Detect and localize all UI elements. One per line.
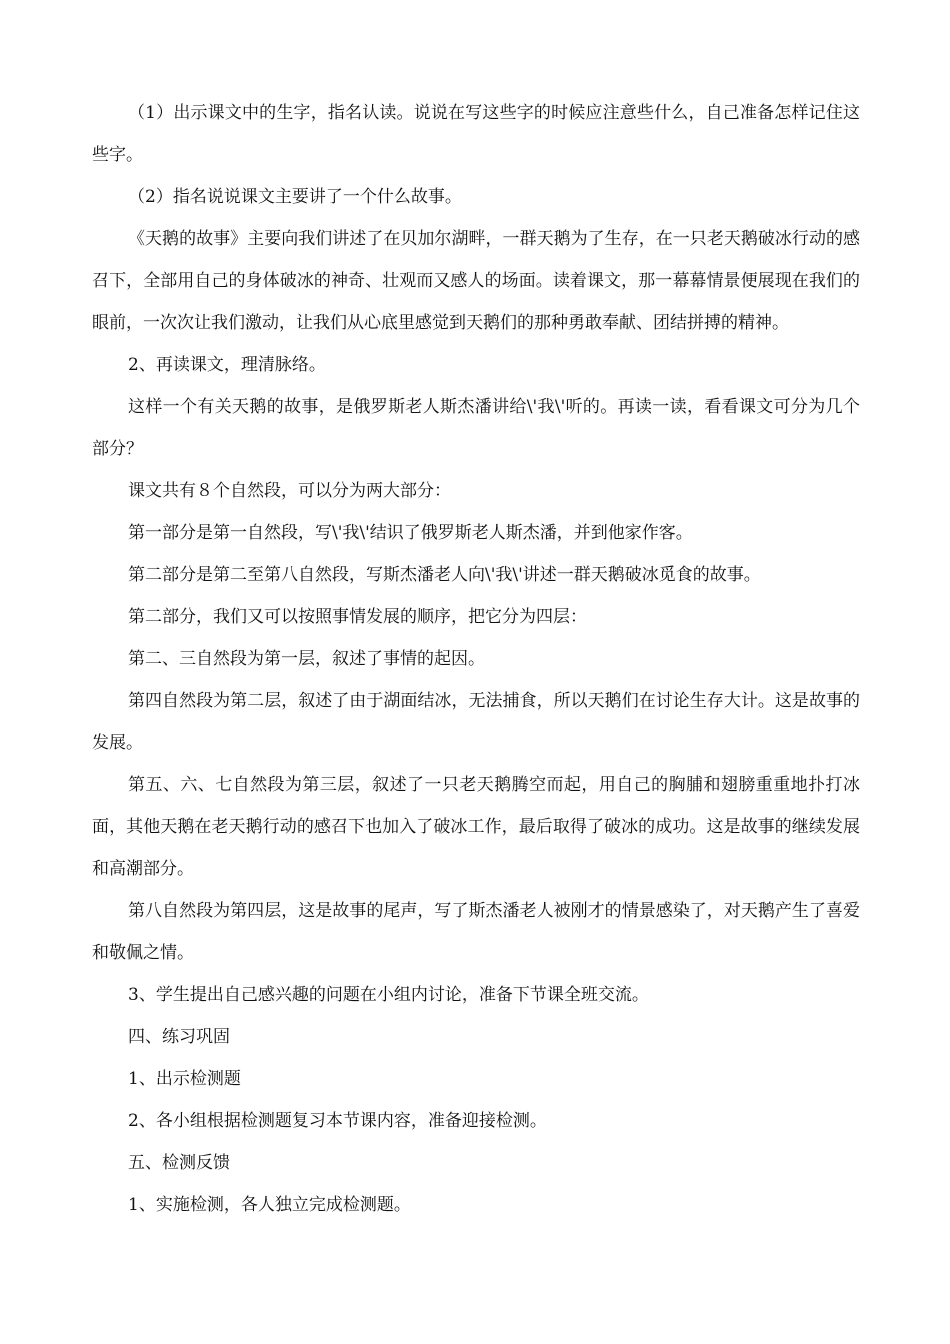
paragraph-part-one: 第一部分是第一自然段，写\'我\'结识了俄罗斯老人斯杰潘，并到他家作客。 [128,523,693,543]
paragraph-layer-two: 第四自然段为第二层，叙述了由于湖面结冰，无法捕食，所以天鹅们在讨论生存大计。这是故事的发展。 [92,691,860,753]
paragraph-part-two: 第二部分是第二至第八自然段，写斯杰潘老人向\'我\'讲述一群天鹅破冰觅食的故事。 [128,565,761,585]
paragraph-layer-four: 第八自然段为第四层，这是故事的尾声，写了斯杰潘老人被刚才的情景感染了，对天鹅产生了喜爱和敬佩之情。 [92,901,860,963]
section-heading-feedback: 五、检测反馈 [128,1153,230,1173]
paragraph-layer-three: 第五、六、七自然段为第三层，叙述了一只老天鹅腾空而起，用自己的胸脯和翅膀重重地扑打冰面，其他天鹅在老天鹅行动的感召下也加入了破冰工作，最后取得了破冰的成功。这是故事的继续发展和高潮部分。 [92,775,860,879]
paragraph-reread-heading: 2、再读课文，理清脉络。 [128,355,326,375]
paragraph-story-summary: 《天鹅的故事》主要向我们讲述了在贝加尔湖畔，一群天鹅为了生存，在一只老天鹅破冰行动的感召下，全部用自己的身体破冰的神奇、壮观而又感人的场面。读着课文，那一幕幕情景便展现在我们的眼前，一次次让我们激动，让我们从心底里感觉到天鹅们的那种勇敢奉献、团结拼搏的精神。 [92,229,860,333]
paragraph-new-characters: （1）出示课文中的生字，指名认读。说说在写这些字的时候应注意些什么，自己准备怎样记住这些字。 [92,103,860,165]
paragraph-layer-one: 第二、三自然段为第一层，叙述了事情的起因。 [128,649,485,669]
section-heading-practice: 四、练习巩固 [128,1027,230,1047]
paragraph-show-test: 1、出示检测题 [128,1069,241,1089]
paragraph-parts-question: 这样一个有关天鹅的故事，是俄罗斯老人斯杰潘讲给\'我\'听的。再读一读，看看课文可分为几个部分？ [92,397,860,459]
paragraph-story-summary-prompt: （2）指名说说课文主要讲了一个什么故事。 [128,187,462,207]
document-body [92,92,860,1226]
paragraph-parts-count: 课文共有８个自然段，可以分为两大部分： [128,481,451,501]
paragraph-group-review: 2、各小组根据检测题复习本节课内容，准备迎接检测。 [128,1111,547,1131]
paragraph-group-discussion: 3、学生提出自己感兴趣的问题在小组内讨论，准备下节课全班交流。 [128,985,649,1005]
paragraph-implement-test: 1、实施检测，各人独立完成检测题。 [128,1195,411,1215]
paragraph-part-two-layers: 第二部分，我们又可以按照事情发展的顺序，把它分为四层： [128,607,587,627]
